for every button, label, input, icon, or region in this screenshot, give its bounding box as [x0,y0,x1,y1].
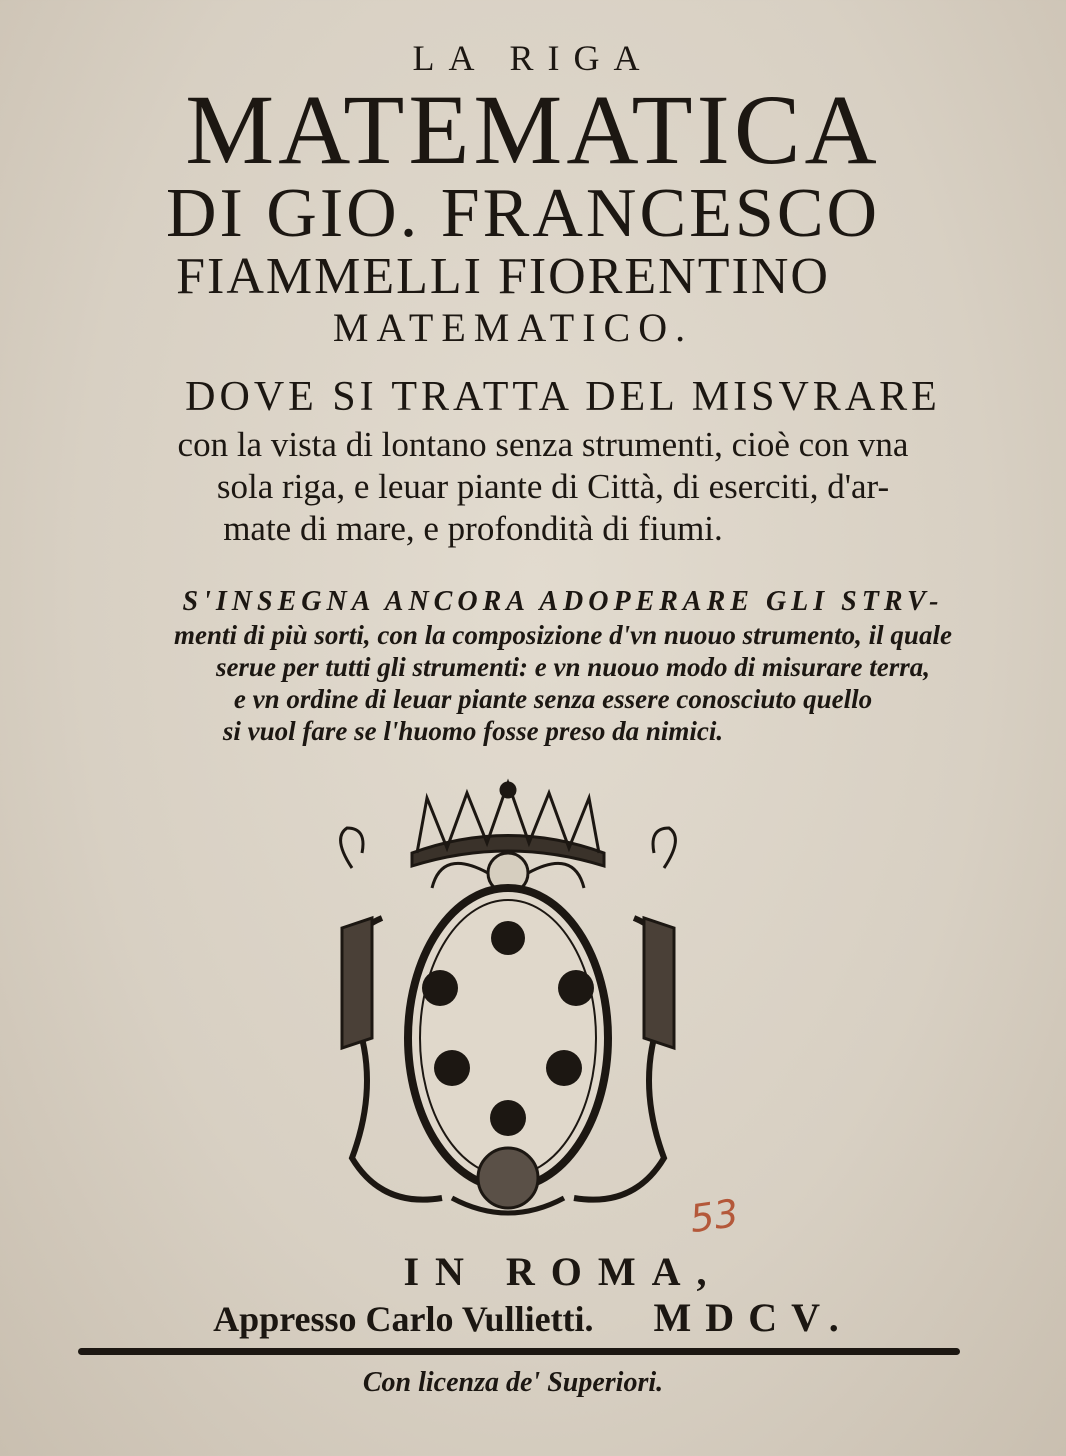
italic-line: menti di più sorti, con la composizione d'vn nuouo strumento, il quale [174,620,952,650]
italic-line: serue per tutti gli strumenti: e vn nuouo modo di misurare terra, [215,652,931,682]
imprint-printer: Appresso Carlo Vullietti. [213,1299,594,1339]
imprint-place: IN ROMA, [403,1249,723,1294]
license-line: Con licenza de' Superiori. [362,1367,664,1398]
italic-heading: S'INSEGNA ANCORA ADOPERARE GLI STRV- [182,586,944,617]
subtitle-heading: DOVE SI TRATTA DEL MISVRARE [185,374,941,420]
medici-coat-of-arms-woodcut [322,778,694,1228]
subtitle-line: con la vista di lontano senza strumenti, cioè con vna [177,425,909,464]
title-line-2: MATEMATICA [185,74,881,185]
title-line-1: LA RIGA [412,38,654,78]
italic-line: si vuol fare se l'huomo fosse preso da nimici. [222,716,724,746]
handwritten-page-number: 53 [687,1190,742,1242]
horizontal-rule [78,1348,960,1355]
author-line-3: MATEMATICO. [332,305,694,350]
imprint-line [0,1296,1066,1341]
imprint-year: MDCV. [653,1295,853,1340]
subtitle-line: sola riga, e leuar piante di Città, di eserciti, d'ar- [216,467,890,506]
author-line-1: DI GIO. FRANCESCO [165,175,881,252]
italic-line: e vn ordine di leuar piante senza essere conosciuto quello [233,684,873,714]
author-line-2: FIAMMELLI FIORENTINO [176,248,830,305]
subtitle-line: mate di mare, e profondità di fiumi. [223,509,723,548]
